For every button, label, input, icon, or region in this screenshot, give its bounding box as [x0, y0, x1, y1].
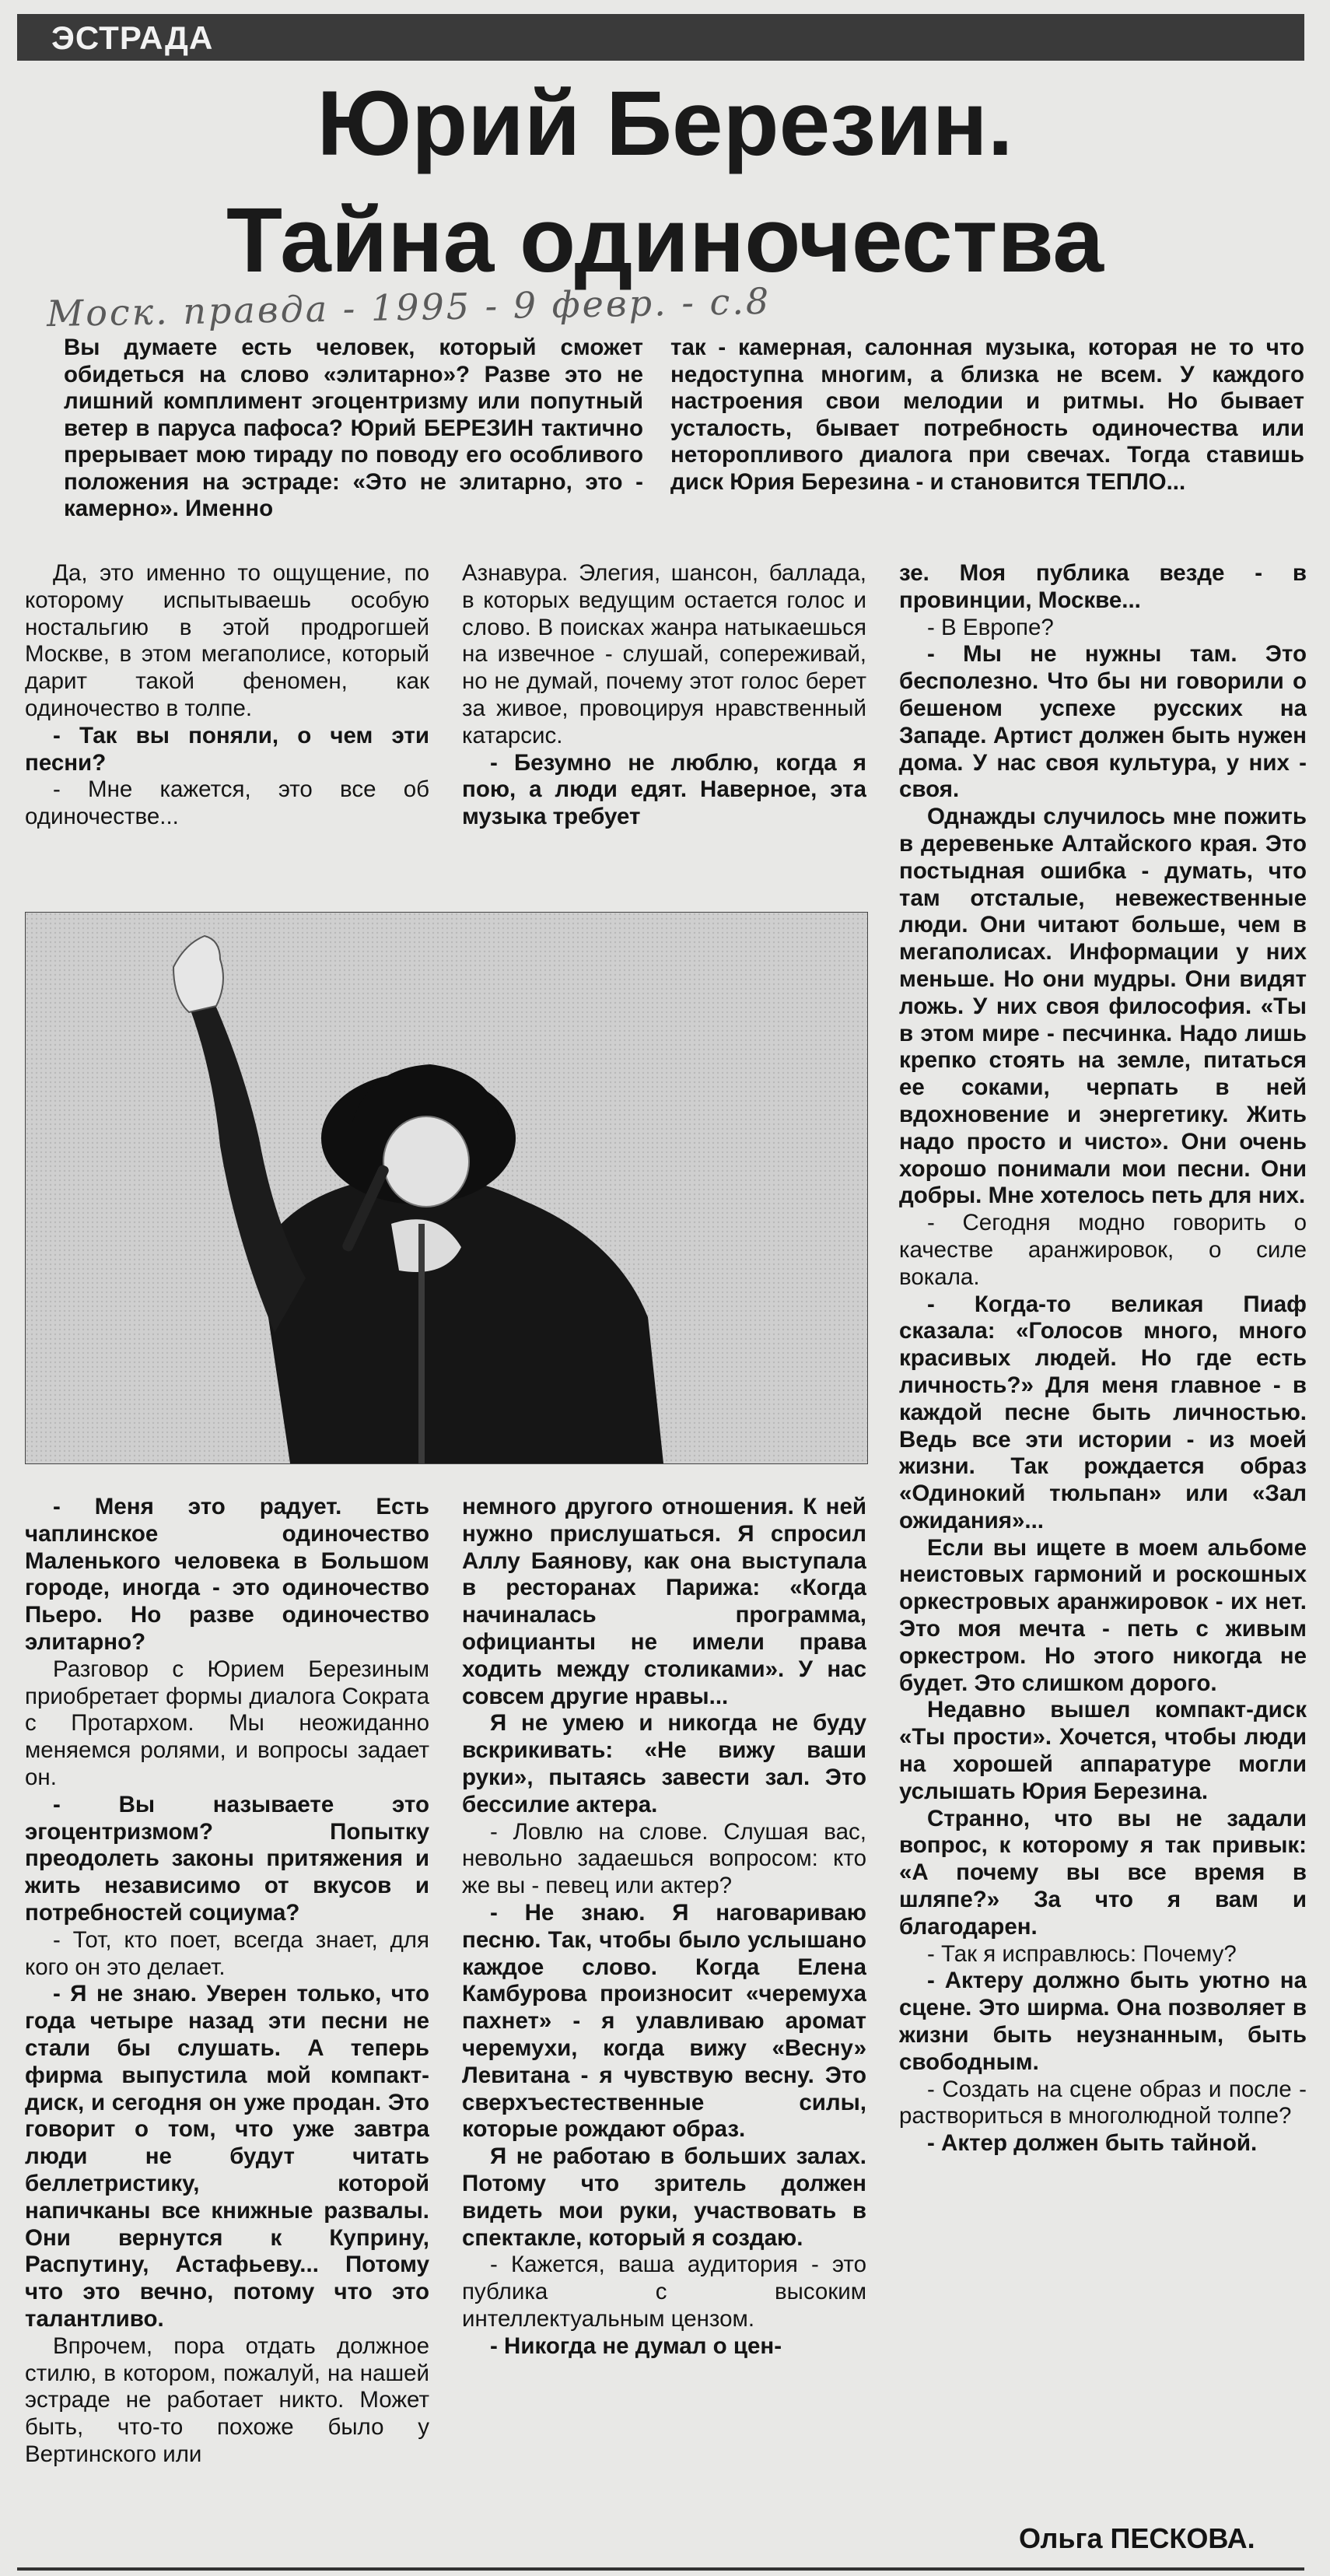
- bottom-rule: [17, 2567, 1304, 2571]
- paragraph: Странно, что вы не задали вопрос, к которому я так привык: «А почему вы все время в шляпе?» За что я вам и благодарен.: [899, 1805, 1307, 1940]
- paragraph: Недавно вышел компакт-диск «Ты прости». Хочется, чтобы люди на хорошей аппаратуре могли услышать Юрия Березина.: [899, 1697, 1307, 1804]
- paragraph: немного другого отношения. К ней нужно прислушаться. Я спросил Аллу Баянову, как она выступала в ресторанах Парижа: «Когда начиналась программа, официанты не имели права ходить между столиками». У нас совсем другие нравы...: [462, 1494, 866, 1709]
- paragraph: Впрочем, пора отдать должное стилю, в котором, пожалуй, на нашей эстраде не работает никто. Может быть, что-то похоже было у Вертинского или: [25, 2332, 429, 2467]
- paragraph: - Ловлю на слове. Слушая вас, невольно задаешься вопросом: кто же вы - певец или актер?: [462, 1818, 866, 1899]
- column-3: [899, 560, 1307, 2509]
- column-2-top: [462, 560, 866, 902]
- paragraph: - Безумно не люблю, когда я пою, а люди едят. Наверное, эта музыка требует: [462, 749, 866, 830]
- singer-illustration: [26, 913, 867, 1463]
- paragraph: - Сегодня модно говорить о качестве аранжировок, о силе вокала.: [899, 1210, 1307, 1290]
- headline-line-1: Юрий Березин.: [317, 72, 1013, 175]
- paragraph: - Меня это радует. Есть чаплинское одиночество Маленького человека в Большом городе, иногда - это одиночество Пьеро. Но разве одиночество элитарно?: [25, 1494, 429, 1655]
- paragraph: Если вы ищете в моем альбоме неистовых гармоний и роскошных оркестровых аранжировок - их нет. Это моя мечта - петь с живым оркестром. Но этого никогда не будет. Это слишком дорого.: [899, 1534, 1307, 1696]
- column-1-top: [25, 560, 429, 902]
- handwritten-note: Моск. правда - 1995 - 9 февр. - с.8: [46, 279, 772, 335]
- rubric-bar: [17, 14, 1304, 61]
- author-signature: Ольга ПЕСКОВА.: [1019, 2522, 1255, 2554]
- paragraph: - Мы не нужны там. Это бесполезно. Что бы ни говорили о бешеном успехе русских на Западе. Артист должен быть нужен дома. У нас своя культура, у них - своя.: [899, 641, 1307, 803]
- paragraph: - Когда-то великая Пиаф сказала: «Голосов много, много красивых людей. Но где есть личность?» Для меня главное - в каждой песне быть личностью. Ведь все эти истории - из моей жизни. Так рождается образ «Одинокий тюльпан» или «Зал ожидания»...: [899, 1291, 1307, 1533]
- paragraph: - Тот, кто поет, всегда знает, для кого он это делает.: [25, 1926, 429, 1980]
- paragraph: - Создать на сцене образ и после - раствориться в многолюдной толпе?: [899, 2076, 1307, 2129]
- paragraph: - Так я исправлюсь: Почему?: [927, 1940, 1237, 1967]
- paragraph: - Актеру должно быть уютно на сцене. Это ширма. Она позволяет в жизни быть неузнанным, быть свободным.: [899, 1968, 1307, 2075]
- column-1-bottom: [25, 1494, 429, 2509]
- paragraph: - Актер должен быть тайной.: [927, 2130, 1258, 2157]
- paragraph: Я не работаю в больших залах. Потому что зритель должен видеть мои руки, участвовать в спектакле, который я создаю.: [462, 2143, 866, 2251]
- paragraph: - Вы называете это эгоцентризмом? Попытку преодолеть законы притяжения и жить независимо от вкусов и потребностей социума?: [25, 1791, 429, 1926]
- column-2-bottom: [462, 1494, 866, 2509]
- paragraph: зе. Моя публика везде - в провинции, Москве...: [899, 560, 1307, 613]
- paragraph: - В Европе?: [927, 614, 1054, 640]
- paragraph: - Мне кажется, это все об одиночестве...: [25, 776, 429, 830]
- lead-column-2: так - камерная, салонная музыка, которая не то что недоступна многим, а близка не всем. У каждого настроения свои мелодии и ритмы. Но бывает усталость, бывает потребность одиночества или неторопливого диалога при свечах. Тогда ставишь диск Юрия Березина - и становится ТЕПЛО...: [670, 335, 1304, 495]
- paragraph: Однажды случилось мне пожить в деревеньке Алтайского края. Это постыдная ошибка - думать, что там отсталые, невежественные люди. Они читают больше, чем в мегаполисах. Информации у них меньше. Но они мудры. Они видят ложь. У них своя философия. «Ты в этом мире - песчинка. Надо лишь крепко стоять на земле, питаться ее соками, черпать в ней вдохновение и энергетику. Жить надо просто и чисто». Они очень хорошо понимали мои песни. Они добры. Мне хотелось петь для них.: [899, 804, 1307, 1209]
- paragraph: - Не знаю. Я наговариваю песню. Так, чтобы было услышано каждое слово. Когда Елена Камбурова произносит «черемуха пахнет» - я улавливаю аромат черемухи, когда вижу «Весну» Левитана - я чувствую весну. Это сверхъестественные силы, которые рождают образ.: [462, 1899, 866, 2143]
- paragraph: Я не умею и никогда не буду вскрикивать: «Не вижу ваши руки», пытаясь завести зал. Это бессилие актера.: [462, 1710, 866, 1817]
- singer-photo: [25, 912, 868, 1464]
- rubric-label: ЭСТРАДА: [51, 19, 214, 56]
- paragraph: - Кажется, ваша аудитория - это публика с высоким интеллектуальным цензом.: [462, 2252, 866, 2332]
- paragraph: Да, это именно то ощущение, по которому испытываешь особую ностальгию в этой продрогшей Москве, в этом мегаполисе, который дарит такой феномен, как одиночество в толпе.: [25, 560, 429, 721]
- paragraph: - Я не знаю. Уверен только, что года четыре назад эти песни не стали бы слушать. А теперь фирма выпустила мой компакт-диск, и сегодня он уже продан. Это говорит о том, что уже завтра люди не будут читать беллетристику, которой напичканы все книжные развалы. Они вернутся к Куприну, Распутину, Астафьеву... Потому что это вечно, потому что это талантливо.: [25, 1981, 429, 2332]
- headline-line-2: Тайна одиночества: [226, 189, 1104, 292]
- paragraph: - Так вы поняли, о чем эти песни?: [25, 722, 429, 776]
- paragraph: Азнавура. Элегия, шансон, баллада, в которых ведущим остается голос и слово. В поисках жанра натыкаешься на извечное - слушай, сопереживай, но не думай, почему этот голос берет за живое, провоцируя нравственный катарсис.: [462, 560, 866, 748]
- paragraph: Разговор с Юрием Березиным приобретает формы диалога Сократа с Протархом. Мы неожиданно меняемся ролями, и вопросы задает он.: [25, 1656, 429, 1790]
- paragraph: - Никогда не думал о цен-: [490, 2332, 782, 2359]
- lead-column-1: Вы думаете есть человек, который сможет обидеться на слово «элитарно»? Разве это не лишний комплимент эгоцентризму или попутный ветер в паруса пафоса? Юрий БЕРЕЗИН тактично прерывает мою тираду по поводу его особливого положения на эстраде: «Это не элитарно, это - камерно». Именно: [64, 335, 643, 521]
